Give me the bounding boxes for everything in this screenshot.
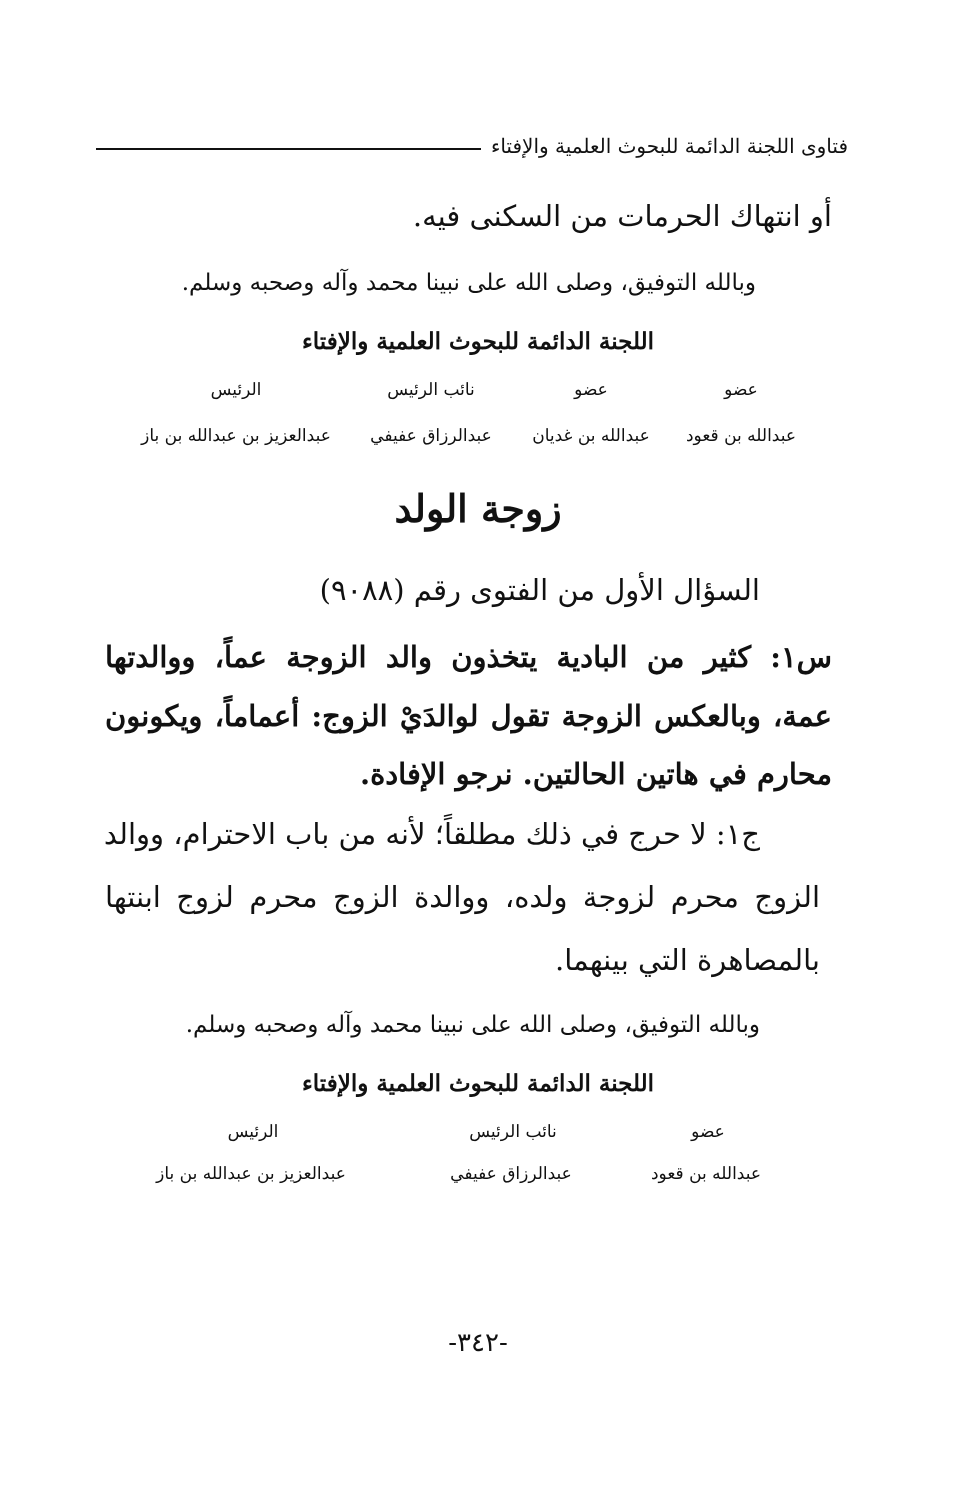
signatory-name: عبدالله بن غديان	[532, 426, 650, 446]
signatory-name: عبدالله بن قعود	[650, 1164, 761, 1184]
running-head-title: فتاوى اللجنة الدائمة للبحوث العلمية والإفتاء	[490, 134, 848, 158]
signatory-name: عبدالرزاق عفيفي	[370, 426, 492, 446]
header-rule	[96, 148, 481, 150]
question-line: محارم في هاتين الحالتين. نرجو الإفادة.	[359, 757, 832, 791]
signatory-name: عبدالرزاق عفيفي	[450, 1164, 572, 1184]
page-number: -٣٤٢-	[448, 1328, 508, 1358]
signatory-name: عبدالعزيز بن عبدالله بن باز	[156, 1164, 346, 1184]
signatories-row-2	[126, 1164, 766, 1184]
signatory-name: عبدالعزيز بن عبدالله بن باز	[141, 426, 331, 446]
question-intro: السؤال الأول من الفتوى رقم (٩٠٨٨)	[319, 573, 760, 607]
question-line: س١: كثير من البادية يتخذون والد الزوجة عماً، ووالدتها	[105, 640, 832, 674]
closing-formula-2: وبالله التوفيق، وصلى الله على نبينا محمد وآله وصحبه وسلم.	[185, 1012, 760, 1038]
role-label: عضو	[574, 380, 608, 400]
continuation-line: أو انتهاك الحرمات من السكنى فيه.	[412, 199, 832, 233]
answer-line: بالمصاهرة التي بينهما.	[555, 943, 820, 977]
role-label: الرئيس	[210, 380, 262, 400]
role-label: عضو	[724, 380, 758, 400]
closing-formula-1: وبالله التوفيق، وصلى الله على نبينا محمد وآله وصحبه وسلم.	[181, 270, 756, 296]
answer-line: الزوج محرم لزوجة ولده، ووالدة الزوج محرم لزوج ابنتها	[105, 880, 820, 914]
roles-row-1	[126, 380, 816, 400]
question-line: عمة، وبالعكس الزوجة تقول لوالدَيْ الزوج: أعماماً، ويكونون	[105, 699, 832, 733]
committee-name-2: اللجنة الدائمة للبحوث العلمية والإفتاء	[301, 1070, 655, 1097]
running-head	[96, 128, 848, 164]
role-label: نائب الرئيس	[469, 1122, 557, 1142]
signatory-name: عبدالله بن قعود	[685, 426, 796, 446]
answer-line: ج١: لا حرج في ذلك مطلقاً؛ لأنه من باب الاحترام، ووالد	[103, 817, 760, 851]
role-label: عضو	[691, 1122, 725, 1142]
section-title: زوجة الولد	[394, 486, 562, 531]
role-label: نائب الرئيس	[387, 380, 475, 400]
role-label: الرئيس	[227, 1122, 279, 1142]
committee-name-1: اللجنة الدائمة للبحوث العلمية والإفتاء	[301, 328, 655, 355]
roles-row-2	[128, 1122, 768, 1142]
signatories-row-1	[126, 426, 816, 446]
